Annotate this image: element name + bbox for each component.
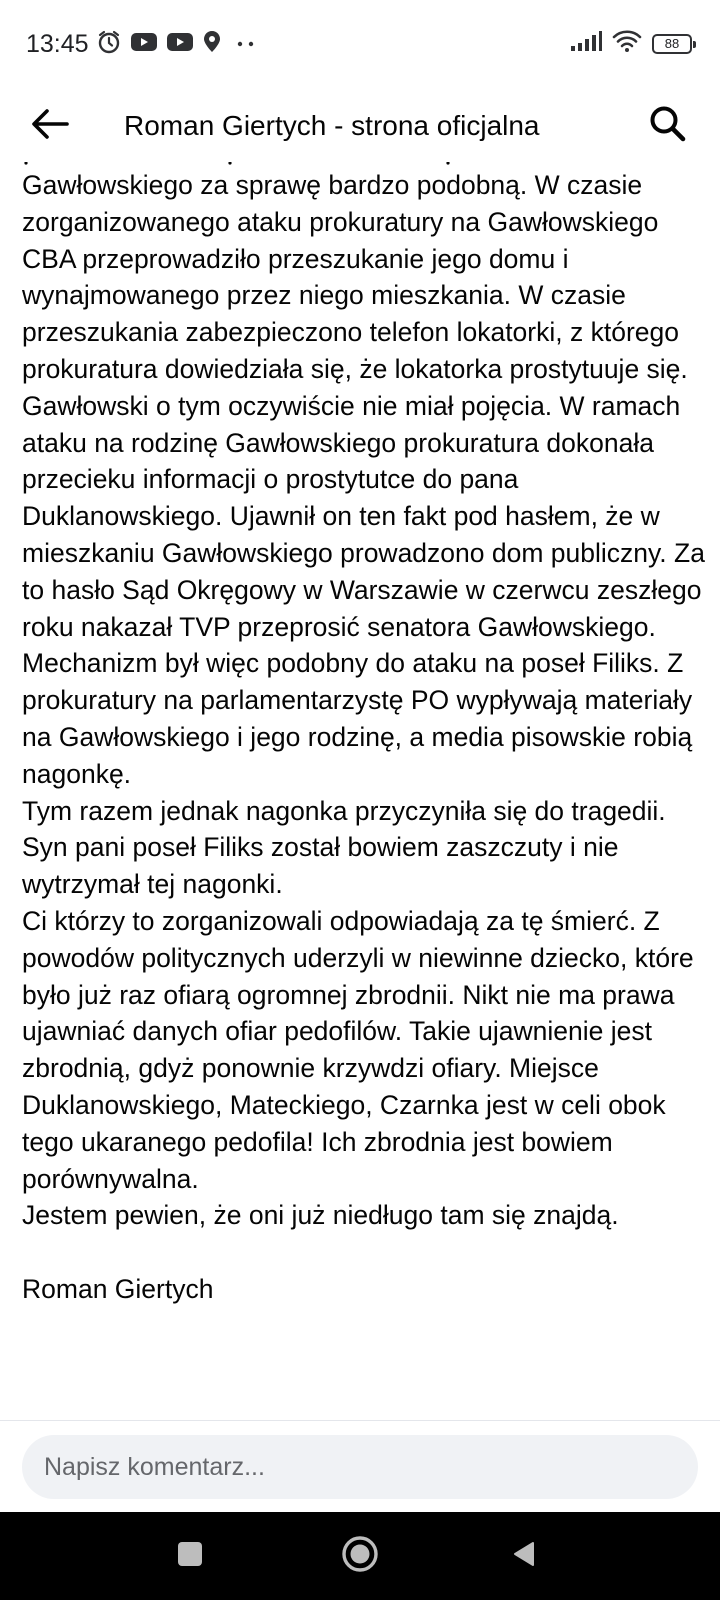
comment-bar [0,1420,720,1513]
status-icons-left [96,29,256,60]
post-text: Gawłowskiego za sprawę bardzo podobną. W czasie zorganizowanego ataku prokuratury na Gawłowskiego CBA przeprowadziło przeszukanie jego domu i wynajmowanego przez niego mieszkania. W czasie przeszukania zabezpieczono telefon lokatorki, z którego prokuratura dowiedziała się, że lokatorka prostytuuje się. Gawłowski o tym oczywiście nie miał pojęcia. W ramach ataku na rodzinę Gawłowskiego prokuratura dokonała przecieku informacji o prostytutce do pana Duklanowskiego. Ujawnił on ten fakt pod hasłem, że w mieszkaniu Gawłowskiego prowadzono dom publiczny. Za to hasło Sąd Okręgowy w Warszawie w czerwcu zeszłego roku nakazał TVP przeprosić senatora Gawłowskiego. Mechanizm był więc podobny do ataku na poseł Filiks. Z prokuratury na parlamentarzystę PO wypływają materiały na Gawłowskiego i jego rodzinę, a media pisowskie robią nagonkę. Tym razem jednak nagonka przyczyniła się do tragedii. Syn pani poseł Filiks został bowiem zaszczuty i nie wytrzymał tej nagonki. Ci którzy to zorganizowali odpowiadają za tę śmierć. Z powodów politycznych uderzyli w niewinne dziecko, które było już raz ofiarą ogromnej zbrodnii. Nikt nie ma prawa ujawniać danych ofiar pedofilów. Takie ujawnienie jest zbrodnią, gdyż ponownie krzywdzi ofiary. Miejsce Duklanowskiego, Mateckiego, Czarnka jest w celi obok tego ukaranego pedofila! Ich zbrodnia jest bowiem porównywalna. Jestem pewien, że oni już niedługo tam się znajdą. Roman Giertych [22,170,705,1304]
cut-off-line [22,162,712,166]
arrow-left-icon [29,106,71,147]
search-button[interactable] [642,100,694,152]
status-icons-right [570,29,692,58]
youtube-icon [130,31,158,58]
home-icon [340,1534,380,1579]
recents-button[interactable] [164,1530,216,1582]
back-button[interactable] [24,100,76,152]
signal-icon [570,30,602,57]
home-button[interactable] [334,1530,386,1582]
location-icon [202,29,222,60]
more-dots-icon [236,36,256,54]
comment-input[interactable] [22,1435,698,1499]
app-header [0,90,720,162]
system-nav-bar [0,1512,720,1600]
back-triangle-icon [509,1539,539,1574]
youtube-icon [166,31,194,58]
battery-icon [652,34,692,54]
recents-icon [175,1539,205,1574]
status-time: 13:45 [26,30,89,58]
battery-level: 88 [664,36,680,51]
status-bar [0,0,720,90]
post-content[interactable] [0,162,720,1420]
page-title: Roman Giertych - strona oficjalna [124,110,540,141]
back-nav-button[interactable] [498,1530,550,1582]
search-icon [648,104,688,149]
wifi-icon [612,29,642,58]
alarm-icon [96,29,122,60]
